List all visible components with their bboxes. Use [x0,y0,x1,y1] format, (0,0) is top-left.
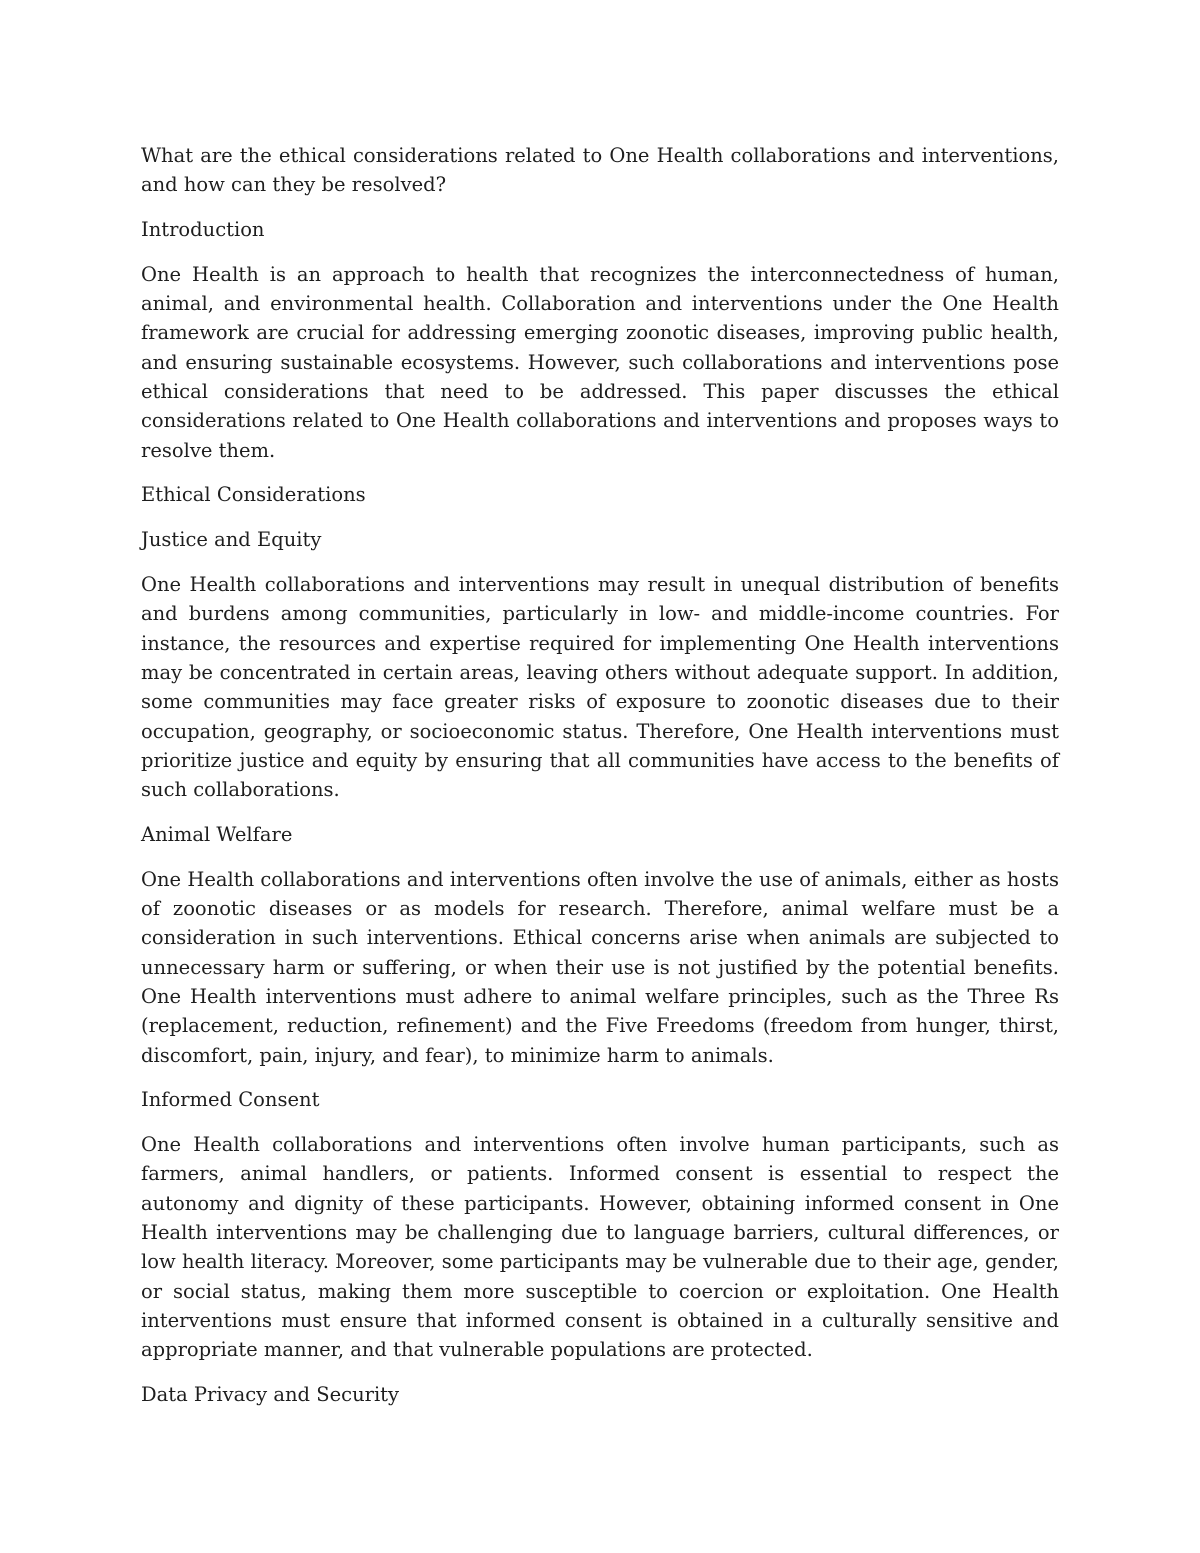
question-text: What are the ethical considerations related to One Health collaborations and interventions, and how can they be resolved? [141,144,1059,197]
document-page [141,141,1059,1425]
introduction-heading: Introduction [141,218,265,242]
animal-welfare-heading: Animal Welfare [141,822,293,846]
informed-consent-paragraph: One Health collaborations and interventions often involve human participants, such as farmers, animal handlers, or patients. Informed consent is essential to respect the autonomy and dignity of these participants. However, obtaining informed consent in One Health interventions may be challenging due to language barriers, cultural differences, or low health literacy. Moreover, some participants may be vulnerable due to their age, gender, or social status, making them more susceptible to coercion or exploitation. One Health interventions must ensure that informed consent is obtained in a culturally sensitive and appropriate manner, and that vulnerable populations are protected. [141,1133,1059,1362]
data-privacy-heading: Data Privacy and Security [141,1382,400,1406]
ethical-considerations-heading: Ethical Considerations [141,483,366,507]
justice-equity-paragraph: One Health collaborations and interventions may result in unequal distribution of benefits and burdens among communities, particularly in low- and middle-income countries. For instance, the resources and expertise required for implementing One Health interventions may be concentrated in certain areas, leaving others without adequate support. In addition, some communities may face greater risks of exposure to zoonotic diseases due to their occupation, geography, or socioeconomic status. Therefore, One Health interventions must prioritize justice and equity by ensuring that all communities have access to the benefits of such collaborations. [141,573,1059,802]
animal-welfare-paragraph: One Health collaborations and interventions often involve the use of animals, either as hosts of zoonotic diseases or as models for research. Therefore, animal welfare must be a consideration in such interventions. Ethical concerns arise when animals are subjected to unnecessary harm or suffering, or when their use is not justified by the potential benefits. One Health interventions must adhere to animal welfare principles, such as the Three Rs (replacement, reduction, refinement) and the Five Freedoms (freedom from hunger, thirst, discomfort, pain, injury, and fear), to minimize harm to animals. [141,867,1059,1067]
informed-consent-heading: Informed Consent [141,1088,320,1112]
introduction-paragraph: One Health is an approach to health that recognizes the interconnectedness of human, animal, and environmental health. Collaboration and interventions under the One Health framework are crucial for addressing emerging zoonotic diseases, improving public health, and ensuring sustainable ecosystems. However, such collaborations and interventions pose ethical considerations that need to be addressed. This paper discusses the ethical considerations related to One Health collaborations and interventions and proposes ways to resolve them. [141,262,1059,462]
justice-equity-heading: Justice and Equity [141,528,322,552]
